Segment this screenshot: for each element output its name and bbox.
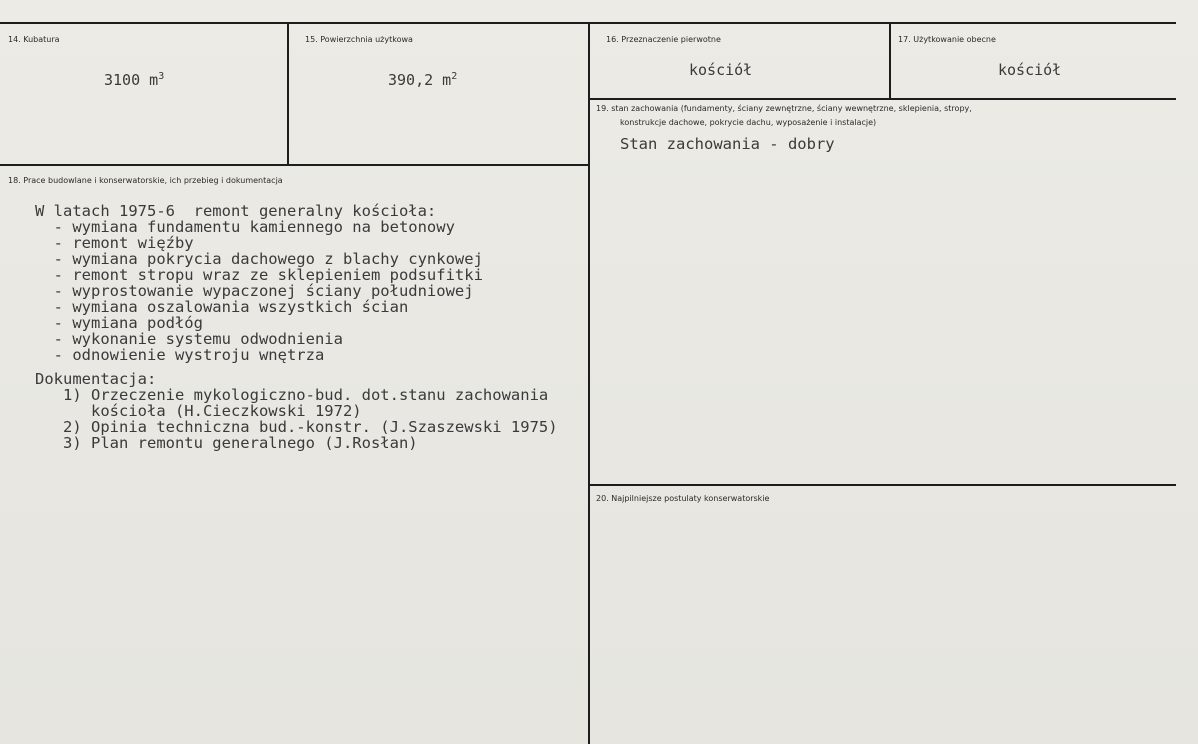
prace-text bbox=[35, 203, 558, 451]
divider-16-17 bbox=[889, 22, 891, 100]
prace-line: - wyprostowanie wypaczonej ściany południowej bbox=[35, 282, 474, 300]
powierzchnia-value-text: 390,2 m bbox=[388, 71, 452, 89]
postulaty-label: 20. Najpilniejsze postulaty konserwatorskie bbox=[596, 494, 770, 503]
prace-line: - wymiana fundamentu kamiennego na betonowy bbox=[35, 218, 455, 236]
uzytkowanie-value: kościół bbox=[998, 61, 1062, 79]
stan-label-line2: konstrukcje dachowe, pokrycie dachu, wyposażenie i instalacje) bbox=[620, 118, 877, 127]
przeznaczenie-value: kościół bbox=[689, 61, 753, 79]
powierzchnia-label: 15. Powierzchnia użytkowa bbox=[305, 35, 413, 44]
prace-line: - wykonanie systemu odwodnienia bbox=[35, 330, 343, 348]
uzytkowanie-label: 17. Użytkowanie obecne bbox=[898, 35, 996, 44]
prace-line: kościoła (H.Cieczkowski 1972) bbox=[35, 402, 362, 420]
prace-line: - wymiana pokrycia dachowego z blachy cynkowej bbox=[35, 250, 483, 268]
divider-row-14-18 bbox=[0, 164, 588, 166]
kubatura-unit-exponent: 3 bbox=[158, 71, 165, 82]
prace-label: 18. Prace budowlane i konserwatorskie, ich przebieg i dokumentacja bbox=[8, 176, 283, 185]
prace-line: W latach 1975-6 remont generalny kościoła: bbox=[35, 202, 437, 220]
stan-value: Stan zachowania - dobry bbox=[620, 135, 835, 153]
przeznaczenie-label: 16. Przeznaczenie pierwotne bbox=[606, 35, 721, 44]
kubatura-label: 14. Kubatura bbox=[8, 35, 60, 44]
divider-row-19-20 bbox=[589, 484, 1176, 486]
prace-line: - wymiana oszalowania wszystkich ścian bbox=[35, 298, 409, 316]
kubatura-value-text: 3100 m bbox=[104, 71, 159, 89]
prace-line: - odnowienie wystroju wnętrza bbox=[35, 346, 325, 364]
prace-line: - remont stropu wraz ze sklepieniem podsufitki bbox=[35, 266, 483, 284]
divider-row-16-19 bbox=[589, 98, 1176, 100]
prace-line: - remont więźby bbox=[35, 234, 194, 252]
prace-line: - wymiana podłóg bbox=[35, 314, 203, 332]
divider-14-15 bbox=[287, 22, 289, 166]
prace-line: Dokumentacja: bbox=[35, 370, 157, 388]
prace-line: 3) Plan remontu generalnego (J.Rosłan) bbox=[35, 434, 418, 452]
powierzchnia-value bbox=[388, 72, 457, 88]
stan-label-line1: 19. stan zachowania (fundamenty, ściany zewnętrzne, ściany wewnętrzne, sklepienia, stropy, bbox=[596, 104, 972, 113]
main-vertical-divider bbox=[588, 22, 590, 744]
prace-line: 1) Orzeczenie mykologiczno-bud. dot.stanu zachowania bbox=[35, 386, 549, 404]
powierzchnia-unit-exponent: 2 bbox=[451, 71, 458, 82]
kubatura-value bbox=[104, 72, 164, 88]
prace-line: 2) Opinia techniczna bud.-konstr. (J.Szaszewski 1975) bbox=[35, 418, 558, 436]
